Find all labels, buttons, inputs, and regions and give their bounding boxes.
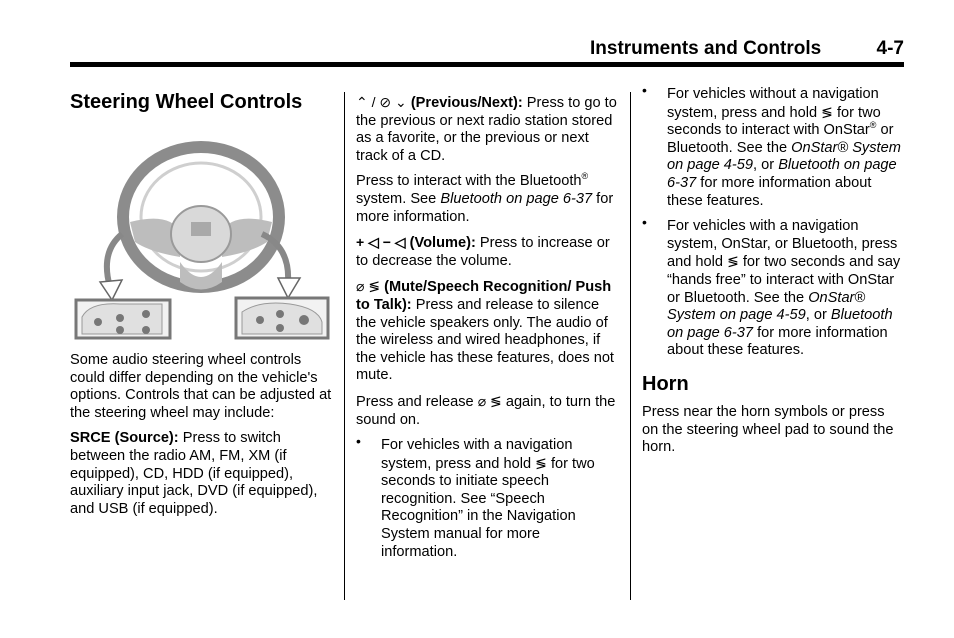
bluetooth-link[interactable]: Bluetooth on page 6-37 — [440, 190, 593, 207]
bluetooth-link[interactable]: Bluetooth on page 6-37 — [667, 157, 897, 191]
bluetooth-link[interactable]: Bluetooth on page 6-37 — [667, 307, 893, 341]
registered-mark: ® — [581, 171, 589, 182]
b1-e: for more information about these features. — [667, 174, 872, 209]
mute-label: (Mute/Speech Recognition/ Push to Talk): — [356, 279, 612, 313]
mute-icons: ⌀ ≶ — [356, 278, 381, 295]
prev-next-label: (Previous/Next): — [410, 95, 523, 111]
srce-label: SRCE (Source): — [70, 430, 179, 447]
horn-paragraph: Press near the horn symbols or press on the steering wheel pad to sound the horn. — [642, 403, 894, 456]
bullet-dot: • — [356, 433, 361, 450]
bt-text-b: system. See — [356, 190, 437, 207]
bullet1-b: for two seconds to initiate speech recognition. See “Speech Recognition” in the Navigation System manual for more information. — [381, 455, 595, 560]
bullet1-a: For vehicles with a navigation system, press and hold — [381, 437, 573, 472]
registered-mark: ® — [869, 120, 877, 131]
volume-label: (Volume): — [409, 235, 476, 252]
srce-text: Press to switch between the radio AM, FM, XM (if equipped), CD, HDD (if equipped), auxiliary input jack, DVD (if equipped), and USB (if equipped). — [70, 430, 318, 517]
section-title: Instruments and Controls — [590, 38, 822, 59]
bluetooth-paragraph — [356, 173, 620, 226]
volume-text: Press to increase or to decrease the volume. — [356, 235, 610, 269]
speech-icon: ≶ — [821, 103, 833, 120]
mute-icons-inline: ⌀ ≶ — [477, 392, 502, 409]
b2-b: for two seconds and say “hands free” to interact with OnStar or Bluetooth. See the — [667, 254, 901, 306]
bt-text-c: for more information. — [356, 190, 614, 225]
prev-next-icons: ⌃ / ⊘ ⌄ — [356, 94, 407, 110]
b1-a: For vehicles without a navigation system, press and hold — [667, 86, 879, 121]
left-switch-pod-icon — [76, 300, 170, 338]
column-divider-1 — [344, 92, 345, 600]
bullet-dot: • — [642, 214, 647, 231]
onstar-link[interactable]: OnStar® System on page 4-59 — [667, 139, 901, 174]
press-release-a: Press and release — [356, 393, 474, 410]
page-number: 4-7 — [876, 38, 904, 59]
bt-text-a: Press to interact with the Bluetooth — [356, 173, 582, 190]
right-switch-pod-icon — [236, 298, 328, 338]
page-header — [590, 38, 904, 62]
header-rule — [70, 62, 904, 67]
list-item — [642, 214, 904, 360]
prev-next-text: Press to go to the previous or next radio station stored as a favorite, or the previous or next track of a CD. — [356, 95, 617, 164]
mute-paragraph — [356, 278, 620, 385]
mute-text: Press and release to silence the vehicle speakers only. The audio of the wireless and wired headphones, if the vehicle has these features, does not mute. — [356, 296, 614, 384]
b1-c: or Bluetooth. See the — [667, 122, 894, 156]
press-release-b: again, to turn the sound on. — [356, 393, 616, 428]
press-release-paragraph — [356, 393, 620, 429]
srce-paragraph — [70, 430, 332, 518]
heading-steering-wheel-controls: Steering Wheel Controls — [70, 91, 303, 113]
steering-wheel-illustration-icon — [70, 122, 332, 340]
heading-horn: Horn — [642, 372, 689, 395]
b1-d: , or — [753, 157, 775, 174]
column-3 — [642, 82, 904, 465]
b1-b: for two seconds to interact with OnStar — [667, 104, 881, 139]
column-2 — [356, 94, 620, 569]
column-1 — [70, 90, 332, 526]
onstar-link[interactable]: OnStar® System on page 4-59 — [667, 289, 866, 324]
prev-next-paragraph — [356, 94, 620, 165]
volume-icons: + ◁ − ◁ — [356, 234, 406, 251]
speech-icon: ≶ — [535, 454, 547, 471]
b2-c: , or — [805, 307, 827, 324]
speech-icon: ≶ — [727, 253, 739, 270]
list-item — [642, 82, 904, 210]
column-divider-2 — [630, 92, 631, 600]
steering-wheel-figure — [70, 122, 332, 340]
b2-a: For vehicles with a navigation system, OnStar, or Bluetooth, press and hold — [667, 218, 898, 271]
volume-paragraph — [356, 234, 620, 270]
list-item — [356, 433, 620, 561]
bullet-dot: • — [642, 82, 647, 98]
b2-d: for more information about these features. — [667, 324, 888, 359]
intro-paragraph: Some audio steering wheel controls could differ depending on the vehicle's options. Controls that can be adjusted at the steering wheel may include: — [70, 352, 332, 421]
